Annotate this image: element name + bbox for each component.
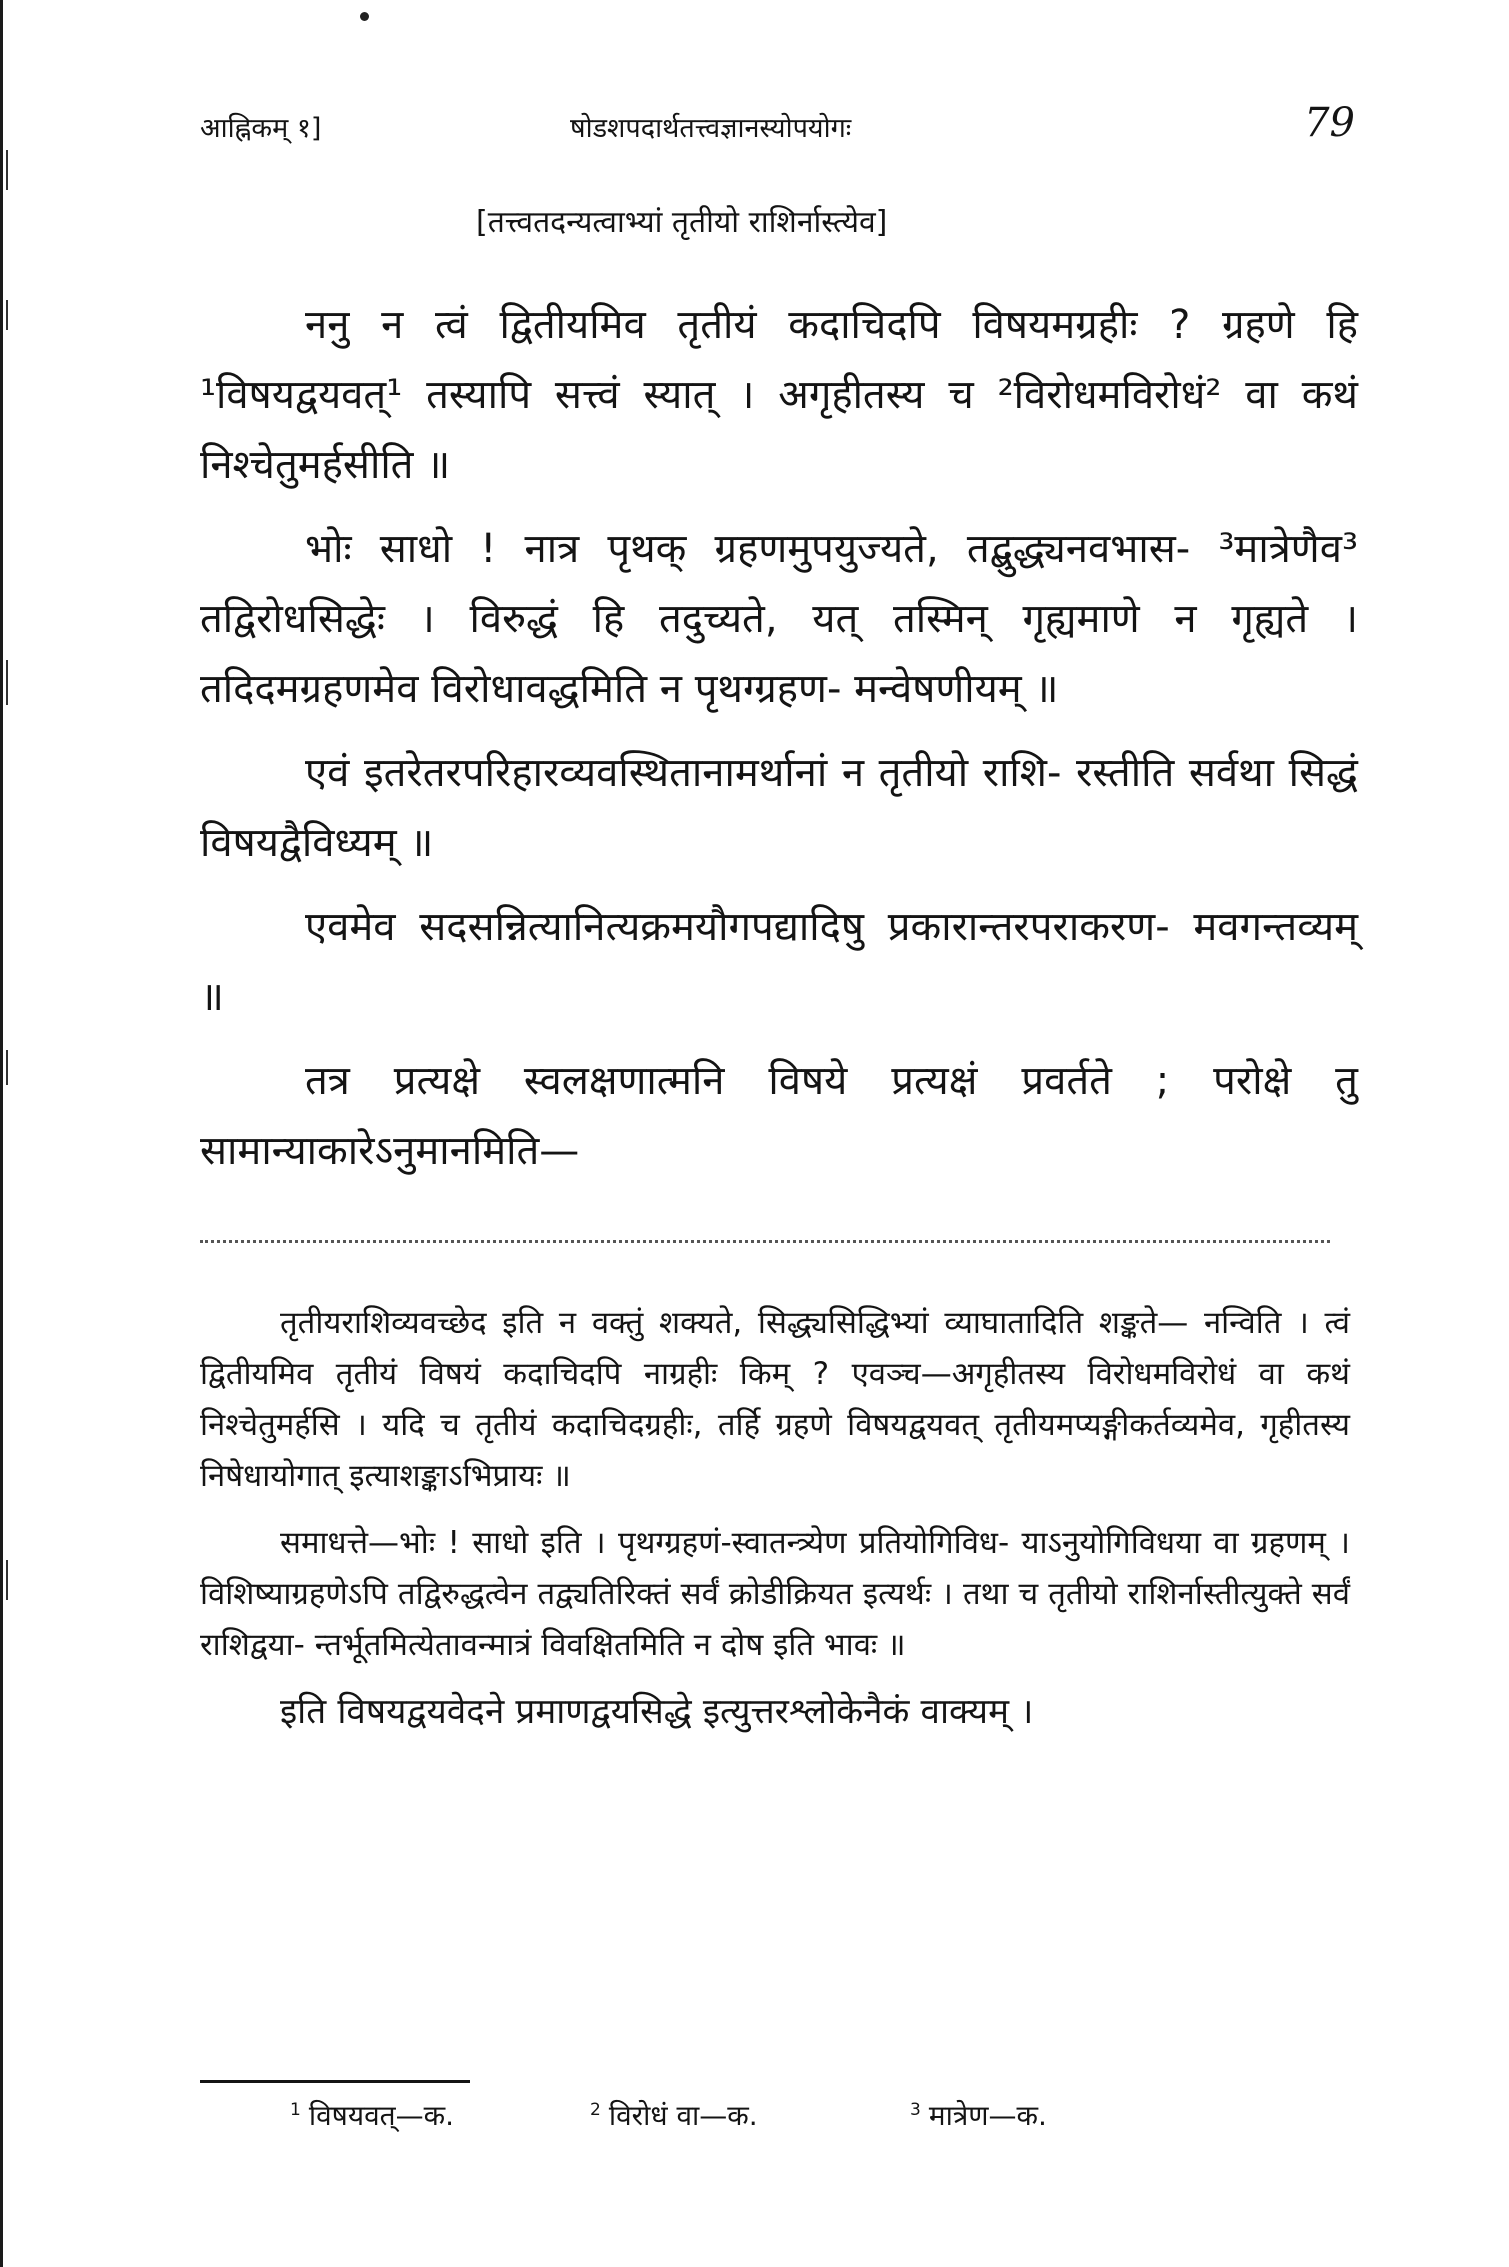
scan-mark: [6, 300, 8, 330]
scan-mark: [6, 1560, 8, 1600]
main-paragraph: भोः साधो ! नात्र पृथक् ग्रहणमुपयुज्यते, तद्बुद्ध्यनवभास- ³मात्रेणैव³ तद्विरोधसिद्धेः । विरुद्धं हि तदुच्यते, यत् तस्मिन् गृह्यमाणे न गृह्यते । तदिदमग्रहणमेव विरोधावद्धमिति न पृथग्ग्रहण- मन्वेषणीयम् ॥: [200, 526, 1358, 712]
main-text: [200, 290, 1358, 1200]
scan-dot: [360, 12, 369, 21]
footnote: [910, 2096, 1047, 2134]
footnote-rule: [200, 2080, 470, 2083]
footnote-text: मात्रेण—क.: [928, 2099, 1047, 2132]
commentary-closing-line: इति विषयद्वयवेदने प्रमाणद्वयसिद्धे इत्युत्तरश्लोकेनैकं वाक्यम् ।: [280, 1692, 1034, 1732]
header-chapter: आह्निकम् १]: [200, 113, 322, 144]
footnote: [590, 2096, 758, 2134]
footnote-text: विरोधं वा—क.: [608, 2099, 758, 2132]
footnote: [290, 2096, 454, 2134]
footnote-number: 3: [910, 2099, 921, 2120]
footnote-number: 2: [590, 2099, 601, 2120]
main-paragraph: ननु न त्वं द्वितीयमिव तृतीयं कदाचिदपि विषयमग्रहीः ? ग्रहणे हि ¹विषयद्वयवत्¹ तस्यापि सत्त्वं स्यात् । अगृहीतस्य च ²विरोधमविरोधं² वा कथं निश्चेतुमर्हसीति ॥: [200, 302, 1358, 488]
commentary-paragraph: समाधत्ते—भोः ! साधो इति । पृथग्ग्रहणं-स्वातन्त्र्येण प्रतियोगिविध- याऽनुयोगिविधया वा ग्रहणम् । विशिष्याग्रहणेऽपि तद्विरुद्धत्वेन तद्व्यतिरिक्तं सर्वं क्रोडीक्रियत इत्यर्थः । तथा च तृतीयो राशिर्नास्तीत्युक्ते सर्वं राशिद्वया- न्तर्भूतमित्येतावन्मात्रं विवक्षितमिति न दोष इति भावः ॥: [200, 1525, 1350, 1663]
footnotes: [290, 2096, 1190, 2146]
running-header: [200, 100, 1355, 146]
scan-mark: [6, 1050, 8, 1085]
scan-mark: [6, 150, 8, 190]
footnote-text: विषयवत्—क.: [308, 2099, 455, 2132]
scan-mark: [6, 660, 8, 705]
section-subheading: [तत्त्वतदन्यत्वाभ्यां तृतीयो राशिर्नास्त्येव]: [476, 205, 888, 240]
commentary-paragraph: तृतीयराशिव्यवच्छेद इति न वक्तुं शक्यते, सिद्ध्यसिद्धिभ्यां व्याघातादिति शङ्कते— नन्विति । त्वं द्वितीयमिव तृतीयं विषयं कदाचिदपि नाग्रहीः किम् ? एवञ्च—अगृहीतस्य विरोधमविरोधं वा कथं निश्चेतुमर्हसि । यदि च तृतीयं कदाचिदग्रहीः, तर्हि ग्रहणे विषयद्वयवत् तृतीयमप्यङ्गीकर्तव्यमेव, गृहीतस्य निषेधायोगात् इत्याशङ्काऽभिप्रायः ॥: [200, 1305, 1350, 1494]
main-paragraph: तत्र प्रत्यक्षे स्वलक्षणात्मनि विषये प्रत्यक्षं प्रवर्तते ; परोक्षे तु सामान्याकारेऽनुमानमिति—: [200, 1058, 1358, 1174]
main-paragraph: एवं इतरेतरपरिहारव्यवस्थितानामर्थानां न तृतीयो राशि- रस्तीति सर्वथा सिद्धं विषयद्वैविध्यम् ॥: [200, 750, 1358, 866]
footnote-number: 1: [290, 2099, 301, 2120]
section-divider: [200, 1240, 1330, 1243]
page-number: 79: [1304, 100, 1355, 146]
main-paragraph: एवमेव सदसन्नित्यानित्यक्रमयौगपद्यादिषु प्रकारान्तरपराकरण- मवगन्तव्यम् ॥: [200, 904, 1358, 1020]
header-title: षोडशपदार्थतत्त्वज्ञानस्योपयोगः: [570, 113, 852, 144]
page-binding-edge: [0, 0, 3, 2267]
commentary: [200, 1298, 1350, 1754]
